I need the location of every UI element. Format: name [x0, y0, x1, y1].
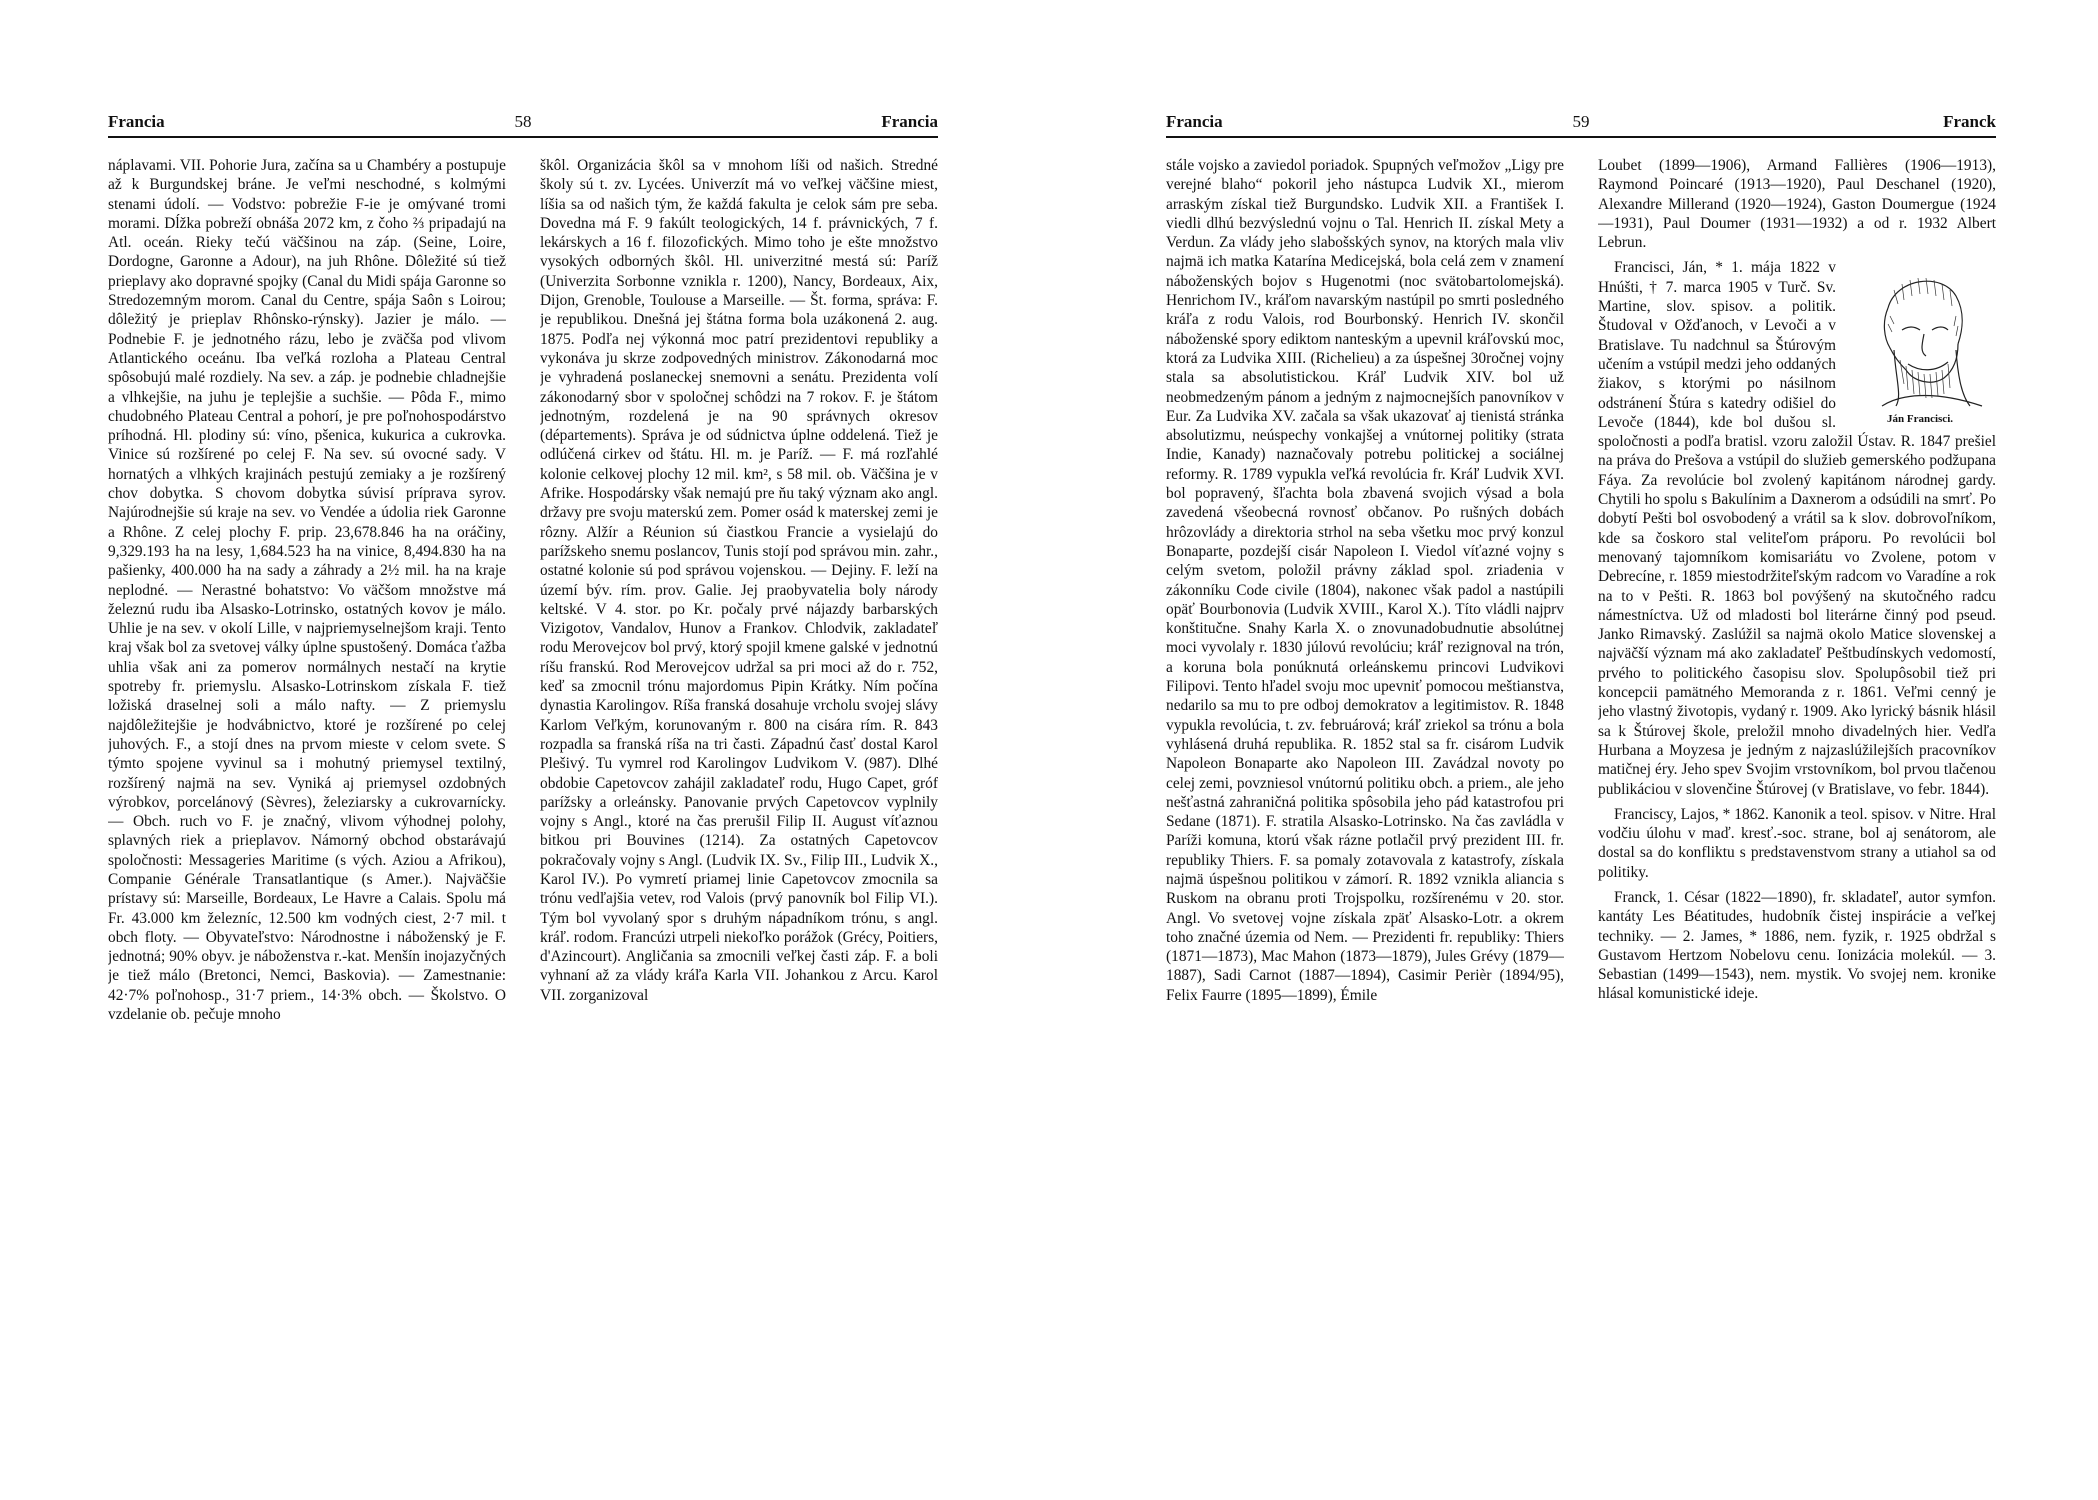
portrait-figure: [1844, 260, 1996, 426]
header-right-keyword: Franck: [1943, 112, 1996, 131]
page-number: 58: [514, 112, 532, 131]
entry-franciscy: Franciscy, Lajos, * 1862. Kanonik a teol. spisov. v Nitre. Hral vodčiu úlohu v maď. kresť.-soc. strane, bol aj senátorom, ale dostal sa do konfliktu s predstavenstvom strany a utiahol sa od politiky.: [1598, 805, 1996, 881]
text-column-1: [1166, 156, 1564, 1476]
left-page: [108, 0, 938, 1500]
right-page: [1166, 0, 1996, 1500]
page-number: 59: [1572, 112, 1590, 131]
entry-francisci: [1598, 258, 1996, 798]
entry-text: Francisci, Ján, * 1. mája 1822 v Hnúšti, † 7. marca 1905 v Turč. Sv. Martine, slov. spisov. a politik. Študoval v Ožďanoch, v Levoči a v Bratislave. Tu nadchnul sa Štúrovým učením a vstúpil medzi jeho oddaných žiakov, s ktorými po násilnom odstránení Štúra s katedry odišiel do Levoče (1844), kde bol dušou sl. spoločnosti a podľa bratisl. vzoru založil Ústav. R. 1847 prešiel na práva do Prešova a vstúpil do služieb gemerského podžupana Fáya. Za revolúcie bol zvolený kapitánom národnej gardy. Chytili ho spolu s Bakulínim a Daxnerom a odsúdili na smrť. Po dobytí Pešti bol osvobodený a vrátil sa k slov. dobrovoľníkom, kde sa čoskoro stal veliteľom práporu. Po revolúcii bol menovaný tajomníkom komisariátu vo Zvolene, potom v Debrecíne, r. 1859 miestodržiteľským radcom vo Varadíne a rok na to v Pešti. R. 1863 bol povýšený na skutočného radcu námestníctva. Už od mladosti bol literárne činný pod pseud. Janko Rimavský. Zaslúžil sa najmä okolo Matice slovenskej a najväčší význam má ako zakladateľ Peštbudínskych vedomostí, prvého to politického časopisu slov. Spolupôsobil tiež pri koncepcii pamätného Memoranda z r. 1861. Veľmi cenný je jeho vlastný životopis, vydaný r. 1909. Ako lyrický básnik hlásil sa k Štúrovej škole, preložil mnoho divadelných hier. Vedľa Hurbana a Moyzesa je jedným z najzaslúžilejších pracovníkov matičnej éry. Jeho spev Svojim vrstovníkom, bol prvou tlačenou publikáciou v slovenčine Štúrovej (v Bratislave, vo febr. 1844).: [1598, 259, 1996, 798]
column-text: stále vojsko a zaviedol poriadok. Spupných veľmožov „Ligy pre verejné blaho“ pokoril jeho nástupca Ludvik XI., mierom arraským získal tiež Burgundsko. Ludvik XII. a František I. viedli dlhú bezvýslednú vojnu o Tal. Henrich II. získal Mety a Verdun. Za vlády jeho slabošských synov, na ktorých mala vliv najmä ich matka Katarína Medicejská, bola celá zem v znamení náboženských bojov s Hugenotmi (noc svätobartolomejská). Henrichom IV., kráľom navarským nastúpil po smrti posledného kráľa z rodu Valois, rod Bourbonský. Henrich IV. skončil náboženské spory ediktom nanteským a upevnil kráľovskú moc, ktorá za Ludvika XIII. (Richelieu) a za úspešnej 30ročnej vojny stala sa absolutistickou. Kráľ Ludvik XIV. bol už neobmedzeným pánom a jedným z najmocnejších panovníkov v Eur. Za Ludvika XV. začala sa však ukazovať aj tienistá stránka absolutizmu, neúspechy vonkajšej a vnútornej politiky (strata Indie, Kanady) naznačovaly potrebu politickej a sociálnej reformy. R. 1789 vypukla veľká revolúcia fr. Kráľ Ludvik XVI. bol popravený, šľachta bola zbavená svojich výsad a bola zavedená všeobecná rovnosť občanov. Po rušných dobách hrôzovlády a direktoria strhol na seba všetku moc prvý konzul Bonaparte, pozdejší cisár Napoleon I. Viedol víťazné vojny s celým svetom, položil právny základ spol. zriadenia v zákonníku Code civile (1804), nakonec však padol a nastúpili opäť Bourbonovia (Ludvik XVIII., Karol X.). Títo vládli najprv konštitučne. Snahy Karla X. o znovunadobudnutie absolútnej moci vyvolaly r. 1830 júlovú revolúciu; kráľ rezignoval na trón, a koruna bola ponúknutá orleánskemu princovi Ludvikovi Filipovi. Tento hľadel svoju moc upevniť pomocou meštianstva, nedarilo sa mu to pre odboj demokratov a legitimistov. R. 1848 vypukla revolúcia, t. zv. februárová; kráľ zriekol sa trónu a bola vyhlásená druhá republika. R. 1852 stal sa fr. cisárom Ludvik Napoleon Bonaparte ako Napoleon III. Zavádzal novoty po celej zemi, povzniesol vnútornú politiku obch. a priem., ale jeho nešťastná zahraničná politika spôsobila jeho pád katastrofou pri Sedane (1871). F. stratila Alsasko-Lotrinsko. Na čas zavládla v Paríži komuna, ktorú však rázne potlačil prvý prezident III. fr. republiky Thiers. F. sa pomaly zotavovala z katastrofy, získala najmä úspešnou politikou v zámorí. R. 1892 vznikla aliancia s Ruskom na obranu proti Trojspolku, rozšírenému v 20. stor. Angl. Vo svetovej vojne získala zpäť Alsasko-Lotr. a okrem toho značné územia od Nem. — Prezidenti fr. republiky: Thiers (1871—1873), Mac Mahon (1873—1879), Jules Grévy (1879—1887), Sadi Carnot (1887—1894), Casimir Perièr (1894/95), Felix Faurre (1895—1899), Émile: [1166, 157, 1564, 1004]
text-column-1: [108, 156, 506, 1476]
text-column-2: [540, 156, 938, 1476]
text-column-2: [1598, 156, 1996, 1476]
portrait-engraving-icon: [1844, 260, 1996, 408]
header-left-keyword: Francia: [108, 112, 165, 131]
header-left-keyword: Francia: [1166, 112, 1223, 131]
header-rule: [1166, 136, 1996, 138]
column-text: Loubet (1899—1906), Armand Fallières (1906—1913), Raymond Poincaré (1913—1920), Paul Deschanel (1920), Alexandre Millerand (1920—1924), Gaston Doumergue (1924—1931), Paul Doumer (1931—1932) a od r. 1932 Albert Lebrun.: [1598, 157, 1996, 252]
entry-franck: Franck, 1. César (1822—1890), fr. skladateľ, autor symfon. kantáty Les Béatitudes, hudobník čistej inspirácie a veľkej techniky. — 2. James, * 1886, nem. fyzik, r. 1925 obdržal s Gustavom Hertzom Nobelovu cenu. Ionizácia molekúl. — 3. Sebastian (1499—1543), nem. mystik. Vo svojej nem. kronike hlásal komunistické ideje.: [1598, 888, 1996, 1003]
header-rule: [108, 136, 938, 138]
portrait-caption: Ján Francisci.: [1887, 413, 1953, 426]
page-header: [1166, 110, 1996, 134]
column-text: škôl. Organizácia škôl sa v mnohom líši od našich. Stredné školy sú t. zv. Lycées. Univerzít má vo veľkej väčšine miest, líšia sa od našich tým, že každá fakulta je celok sám pre seba. Dovedna má F. 9 fakúlt teologických, 14 f. právnických, 7 f. lekárskych a 16 f. filozofických. Mimo toho je ešte množstvo vysokých odborných škôl. Hl. univerzitné mestá sú: Paríž (Univerzita Sorbonne vznikla r. 1200), Nancy, Bordeaux, Aix, Dijon, Grenoble, Toulouse a Marseille. — Št. forma, správa: F. je republikou. Dnešná jej štátna forma bola uzákonená 2. aug. 1875. Podľa nej výkonná moc patrí prezidentovi republiky a vykonáva ju skrze zodpovedných ministrov. Zákonodarná moc je vyhradená poslaneckej snemovni a senátu. Prezidenta volí zákonodarný sbor v spoločnej schôdzi na 7 rokov. F. je štátom jednotným, rozdelená je na 90 správnych okresov (départements). Správa je od súdnictva úplne oddelená. Tiež je odlúčená cirkev od štátu. Hl. m. je Paríž. — F. má rozľahlé kolonie celkovej plochy 12 mil. km², s 58 mil. ob. Väčšina je v Afrike. Hospodársky však nemajú pre ňu taký význam ako angl. državy pre svoju materskú zem. Pomer osád k materskej zemi je rôzny. Alžír a Réunion sú čiastkou Francie a vysielajú do parížskeho snemu poslancov, Tunis stojí pod správou min. zahr., ostatné kolonie sú pod správou vojenskou. — Dejiny. F. leží na území býv. rím. prov. Galie. Jej praobyvatelia boly národy keltské. V 4. stor. po Kr. počaly prvé nájazdy barbarských Vizigotov, Vandalov, Hunov a Frankov. Chlodvik, zakladateľ rodu Merovejcov bol prvý, ktorý spojil kmene galské v jednotnú ríšu franskú. Rod Merovejcov udržal sa pri moci až do r. 752, keď sa zmocnil trónu majordomus Pipin Krátky. Ním počína dynastia Karolingov. Ríša franská dosahuje vrcholu svojej slávy Karlom Veľkým, korunovaným r. 800 na cisára rím. R. 843 rozpadla sa franská ríša na tri časti. Západnú časť dostal Karol Plešivý. Tu vymrel rod Karolingov Ludvikom V. (987). Dlhé obdobie Capetovcov zahájil zakladateľ rodu, Hugo Capet, gróf parížsky a orleánsky. Panovanie prvých Capetovcov vyplnily vojny s Angl., ktoré na čas prerušil Filip II. August víťaznou bitkou pri Bouvines (1214). Za ostatných Capetovcov pokračovaly vojny s Angl. (Ludvik IX. Sv., Filip III., Ludvik X., Karol IV.). Po vymretí priamej linie Capetovcov zmocnila sa trónu vedľajšia vetev, rod Valois (prvý panovník bol Filip VI.). Tým bol vyvolaný spor s druhým nápadníkom trónu, s angl. kráľ. rodom. Francúzi utrpeli niekoľko porážok (Grécy, Poitiers, d'Azincourt). Angličania sa zmocnili veľkej časti záp. F. a boli vyhnaní až za vlády kráľa Karla VII. Johankou z Arcu. Karol VII. zorganizoval: [540, 157, 938, 1004]
header-right-keyword: Francia: [881, 112, 938, 131]
column-text: náplavami. VII. Pohorie Jura, začína sa u Chambéry a postupuje až k Burgundskej bráne. Je veľmi neschodné, s kolmými stenami údolí. — Vodstvo: pobrežie F-ie je omývané tromi morami. Dĺžka pobreží obnáša 2072 km, z čoho ⅔ pripadajú na Atl. oceán. Rieky tečú väčšinou na záp. (Seine, Loire, Dordogne, Garonne a Adour), na juh Rhône. Dôležité sú tiež prieplavy ako dopravné spojky (Canal du Midi spája Garonne so Stredozemným morom. Canal du Centre, spája Saôn s Loirou; dôležitý je prieplav Rhônsko-rýnsky). Jazier je málo. — Podnebie F. je jednotného rázu, lebo je zväčša pod vlivom Atlantického oceánu. Iba veľká rozloha a Plateau Central spôsobujú malé rozdiely. Na sev. a záp. je podnebie chladnejšie a vlhkejšie, na juhu je teplejšie a suchšie. — Pôda F., mimo chudobného Plateau Central a pohorí, je pre poľnohospodárstvo príhodná. Hl. plodiny sú: víno, pšenica, kukurica a cukrovka. Vinice sú rozšírené po celej F. Na sev. sú ovocné sady. V hornatých a vlhkých krajinách pestujú zemiaky a je rozšírený chov dobytka. S chovom dobytka súvisí príprava syrov. Najúrodnejšie sú kraje na sev. vo Vendée a údolia riek Garonne a Rhône. Z celej plochy F. prip. 23,678.846 ha na oráčiny, 9,329.193 ha na lesy, 1,684.523 ha na vinice, 8,494.830 ha na pašienky, 400.000 ha na sady a záhrady a 2½ mil. ha na kraje neplodné. — Nerastné bohatstvo: Vo väčšom množstve má železnú rudu iba Alsasko-Lotrinsko, ostatných kovov je málo. Uhlie je na sev. v okolí Lille, v najpriemyselnejšom kraji. Tento kraj však bol za svetovej války úplne spustošený. Domáca ťažba uhlia však ani za pomerov normálnych nestačí na krytie spotreby fr. priemyslu. Alsasko-Lotrinskom získala F. tiež ložiská draselnej soli a málo nafty. — Z priemyslu najdôležitejšie je hodvábnictvo, ktoré je rozšírené po celej juhových. F., a stojí dnes na prvom mieste v celom svete. S týmto spojene vyvinul sa i mohutný priemysel textilný, rozšírený najmä na sev. Vyniká aj priemysel ozdobných výrobkov, porcelánový (Sèvres), železiarsky a cukrovarnícky. — Obch. ruch vo F. je značný, vlivom výhodnej polohy, splavných riek a prieplavov. Námorný obchod obstarávajú spoločnosti: Messageries Maritime (s vých. Aziou a Afrikou), Companie Générale Transatlantique (s Amer.). Najväčšie prístavy sú: Marseille, Bordeaux, Le Havre a Calais. Spolu má Fr. 43.000 km železníc, 12.500 km vodných ciest, 2·7 mil. t obch floty. — Obyvateľstvo: Národnostne i náboženský je F. jednotná; 90% obyv. je náboženstva r.-kat. Menšín inojazyčných je tiež málo (Bretonci, Nemci, Baskovia). — Zamestnanie: 42·7% poľnohosp., 31·7 priem., 14·3% obch. — Školstvo. O vzdelanie ob. pečuje mnoho: [108, 157, 506, 1024]
page-header: [108, 110, 938, 134]
